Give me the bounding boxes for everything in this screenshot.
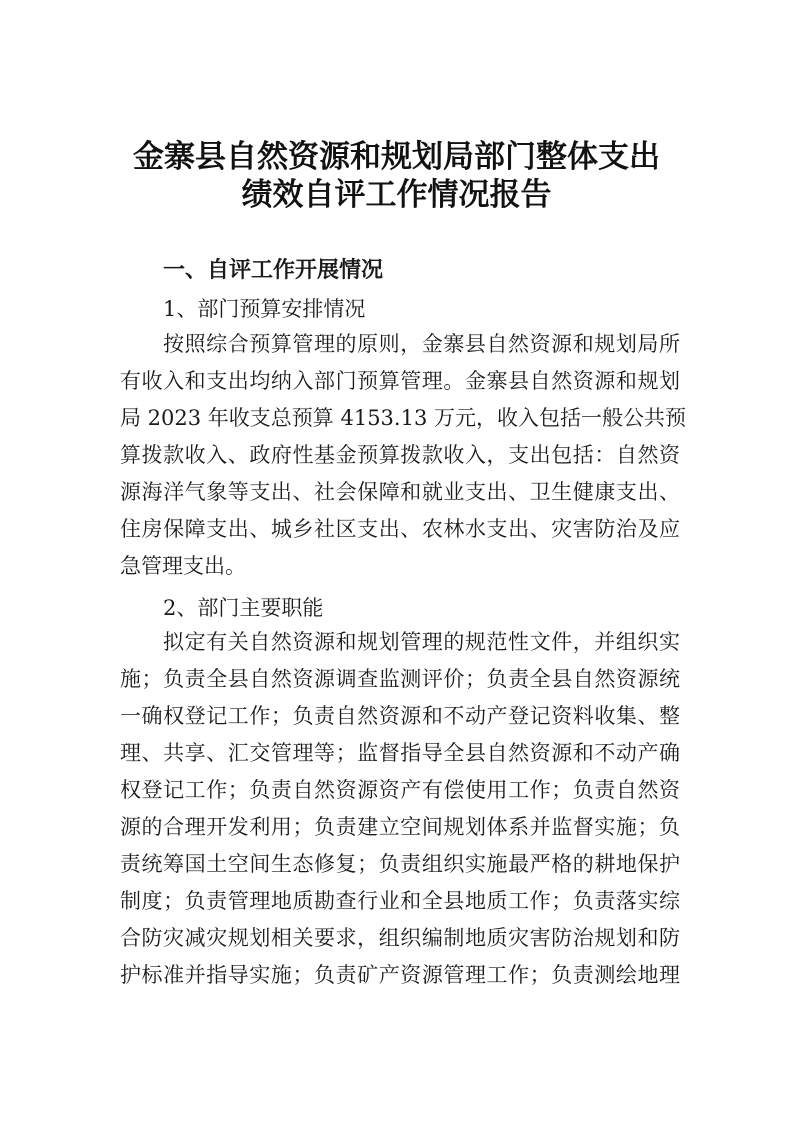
paragraph-line: 合防灾减灾规划相关要求，组织编制地质灾害防治规划和防 [120,926,680,950]
paragraph-line: 局 2023 年收支总预算 4153.13 万元，收入包括一般公共预 [120,406,686,430]
paragraph-line: 一确权登记工作；负责自然资源和不动产登记资料收集、整 [120,704,680,728]
paragraph-functions [120,624,680,994]
paragraph-line: 护标准并指导实施；负责矿产资源管理工作；负责测绘地理 [120,963,680,987]
paragraph-line: 拟定有关自然资源和规划管理的规范性文件，并组织实 [163,630,680,654]
paragraph-line: 施；负责全县自然资源调查监测评价；负责全县自然资源统 [120,667,680,691]
document-title-line-1: 金寨县自然资源和规划局部门整体支出 [133,139,660,175]
paragraph-line: 制度；负责管理地质勘查行业和全县地质工作；负责落实综 [120,889,680,913]
subsection-heading-budget: 1、部门预算安排情况 [163,297,366,321]
paragraph-line: 源海洋气象等支出、社会保障和就业支出、卫生健康支出、 [120,480,680,504]
paragraph-line: 按照综合预算管理的原则，金寨县自然资源和规划局所 [163,332,680,356]
paragraph-line: 理、共享、汇交管理等；监督指导全县自然资源和不动产确 [120,741,680,765]
section-heading-self-evaluation: 一、自评工作开展情况 [163,258,384,283]
paragraph-line: 责统筹国土空间生态修复；负责组织实施最严格的耕地保护 [120,852,680,876]
subsection-heading-functions: 2、部门主要职能 [163,596,324,620]
paragraph-line: 急管理支出。 [120,554,246,578]
paragraph-line: 住房保障支出、城乡社区支出、农林水支出、灾害防治及应 [120,517,680,541]
paragraph-budget [120,326,686,585]
paragraph-line: 算拨款收入、政府性基金预算拨款收入，支出包括：自然资 [120,443,680,467]
paragraph-line: 权登记工作；负责自然资源资产有偿使用工作；负责自然资 [120,778,680,802]
document-title-line-2: 绩效自评工作情况报告 [241,177,552,213]
paragraph-line: 有收入和支出均纳入部门预算管理。金寨县自然资源和规划 [120,369,680,393]
paragraph-line: 源的合理开发利用；负责建立空间规划体系并监督实施；负 [120,815,680,839]
